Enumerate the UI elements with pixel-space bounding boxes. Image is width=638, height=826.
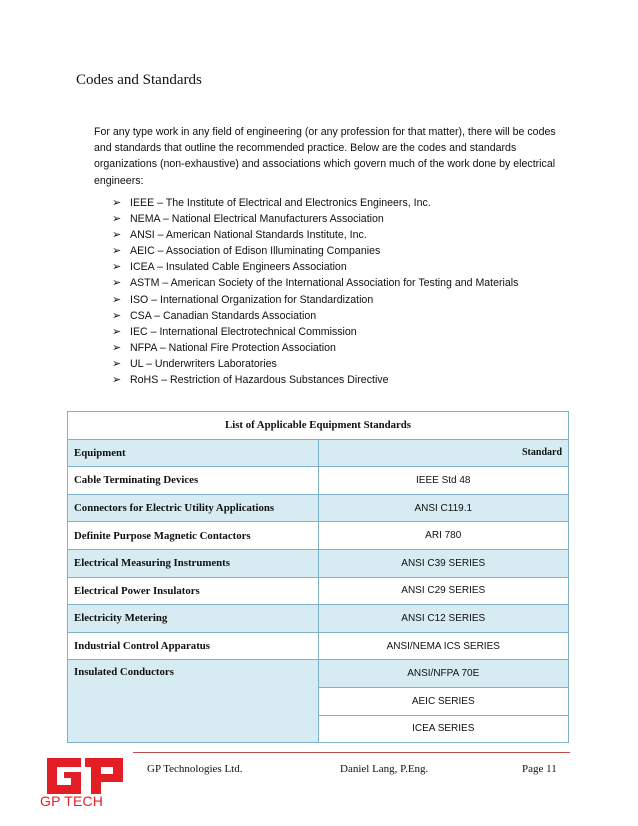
list-item: ➢ ISO – International Organization for Standardization [112,292,562,308]
arrow-bullet-icon: ➢ [112,261,122,274]
footer-company: GP Technologies Ltd. [147,763,243,775]
equipment-cell: Industrial Control Apparatus [68,632,319,660]
standard-cell: ICEA SERIES [318,715,569,743]
footer-rule [133,752,570,753]
table-row [68,467,569,495]
list-item: ➢ RoHS – Restriction of Hazardous Substances Directive [112,372,562,388]
equipment-cell: Connectors for Electric Utility Applications [68,494,319,522]
arrow-bullet-icon: ➢ [112,309,122,322]
list-item: ➢ IEC – International Electrotechnical Commission [112,324,562,340]
logo-wordmark: GP TECH [40,793,104,809]
arrow-bullet-icon: ➢ [112,325,122,338]
arrow-bullet-icon: ➢ [112,357,122,370]
table-row [68,494,569,522]
equipment-cell: Electrical Power Insulators [68,577,319,605]
standard-cell: ANSI C119.1 [318,494,569,522]
standard-cell: ANSI/NEMA ICS SERIES [318,632,569,660]
equipment-cell: Electricity Metering [68,605,319,633]
standard-cell: ANSI C12 SERIES [318,605,569,633]
intro-paragraph: For any type work in any field of engineering (or any profession for that matter), there will be codes and standards that outline the recommended practice. Below are the codes and standards organizations (non-exhaustive) and associations which govern much of the work done by electrical engineers: [94,126,556,187]
column-header-standard: Standard [318,439,569,467]
standard-cell: ANSI/NFPA 70E [318,660,569,688]
arrow-bullet-icon: ➢ [112,374,122,387]
list-item: ➢ AEIC – Association of Edison Illuminating Companies [112,243,562,259]
list-item: ➢ IEEE – The Institute of Electrical and Electronics Engineers, Inc. [112,195,562,211]
footer-author: Daniel Lang, P.Eng. [340,763,429,775]
arrow-bullet-icon: ➢ [112,229,122,242]
standard-cell: IEEE Std 48 [318,467,569,495]
list-item: ➢ ASTM – American Society of the International Association for Testing and Materials [112,275,562,291]
table-row [68,660,569,688]
list-item: ➢ NFPA – National Fire Protection Association [112,340,562,356]
equipment-cell: Electrical Measuring Instruments [68,549,319,577]
table-row [68,549,569,577]
standard-cell: ANSI C29 SERIES [318,577,569,605]
equipment-standards-table [67,411,569,743]
organization-list [112,195,562,388]
table-row [68,605,569,633]
standard-cell: ARI 780 [318,522,569,550]
table-row [68,577,569,605]
list-item: ➢ NEMA – National Electrical Manufacturers Association [112,211,562,227]
table-row [68,632,569,660]
arrow-bullet-icon: ➢ [112,277,122,290]
equipment-cell: Definite Purpose Magnetic Contactors [68,522,319,550]
table-header-row [68,439,569,467]
list-item: ➢ UL – Underwriters Laboratories [112,356,562,372]
column-header-equipment: Equipment [68,439,319,467]
equipment-cell: Insulated Conductors [68,660,319,743]
standard-cell: ANSI C39 SERIES [318,549,569,577]
equipment-cell: Cable Terminating Devices [68,467,319,495]
table-row [68,522,569,550]
table-title: List of Applicable Equipment Standards [68,412,569,440]
table-title-row [68,412,569,440]
standard-cell: AEIC SERIES [318,687,569,715]
arrow-bullet-icon: ➢ [112,245,122,258]
arrow-bullet-icon: ➢ [112,341,122,354]
arrow-bullet-icon: ➢ [112,293,122,306]
list-item: ➢ CSA – Canadian Standards Association [112,308,562,324]
arrow-bullet-icon: ➢ [112,197,122,209]
page-number: Page 11 [522,763,557,775]
section-heading: Codes and Standards [76,72,202,88]
arrow-bullet-icon: ➢ [112,213,122,226]
list-item: ➢ ICEA – Insulated Cable Engineers Association [112,259,562,275]
list-item: ➢ ANSI – American National Standards Institute, Inc. [112,227,562,243]
